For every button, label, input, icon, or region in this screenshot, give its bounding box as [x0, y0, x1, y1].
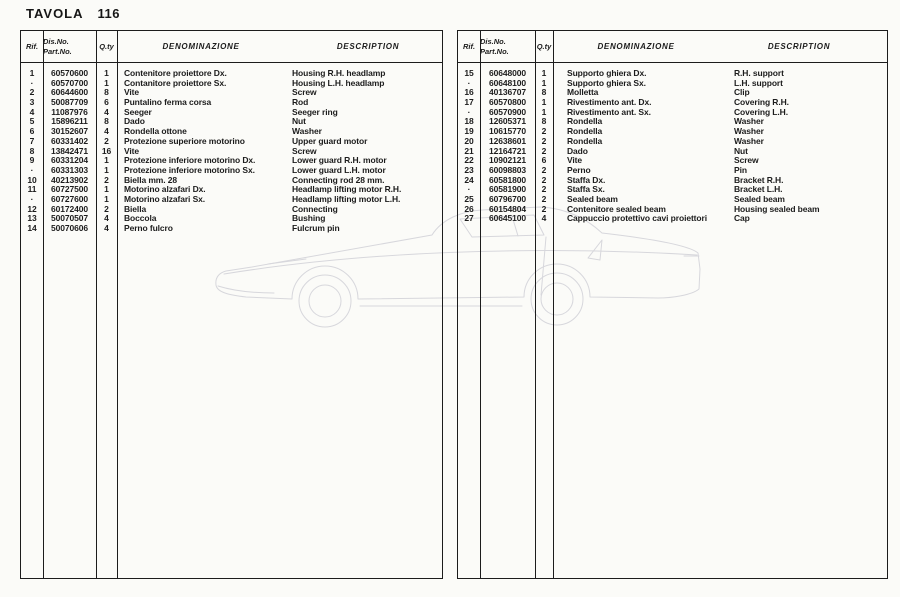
cell-description: Fulcrum pin [292, 223, 340, 233]
cell-description: Screw [292, 87, 317, 98]
cell-description: Nut [292, 116, 306, 127]
cell-denominazione: Seeger [124, 106, 152, 117]
cell-rif: 17 [464, 97, 474, 108]
cell-names [117, 98, 442, 108]
cell-description: Connecting rod 28 mm. [292, 174, 385, 185]
cell-qty: 4 [104, 106, 109, 117]
cell-part-number: 50070606 [50, 223, 89, 233]
cell-part-number: 10615770 [488, 126, 527, 137]
cell-qty: 2 [104, 174, 109, 185]
cell-part-number: 60727600 [50, 193, 89, 204]
cell-description: Screw [292, 145, 317, 156]
cell-description: Lower guard L.H. motor [292, 164, 386, 175]
cell-description: Headlamp lifting motor L.H. [292, 193, 401, 204]
cell-denominazione: Supporto ghiera Dx. [567, 68, 647, 78]
cell-qty: 2 [541, 193, 547, 204]
cell-qty: 8 [104, 116, 109, 127]
cell-denominazione: Rondella [567, 116, 603, 127]
cell-description: Lower guard R.H. motor [292, 155, 387, 166]
cell-qty: 1 [541, 68, 547, 78]
cell-denominazione: Molletta [567, 87, 599, 98]
cell-denominazione: Motorino alzafari Dx. [124, 184, 206, 195]
header-denominazione: DENOMINAZIONE [597, 42, 675, 51]
cell-description: Housing R.H. headlamp [292, 68, 386, 78]
cell-rif: 15 [464, 68, 474, 78]
parts-rows-left [21, 63, 442, 234]
cell-rif: 26 [464, 203, 474, 214]
table-header [458, 31, 887, 63]
cell-description: Upper guard motor [292, 135, 368, 146]
cell-qty: 1 [104, 193, 109, 204]
cell-part-number: 13842471 [50, 145, 89, 156]
cell-qty: 2 [104, 135, 109, 146]
cell-part-number: 11087976 [51, 106, 88, 117]
cell-rif: 18 [464, 116, 474, 127]
cell-description: Screw [734, 155, 759, 166]
cell-denominazione: Staffa Dx. [567, 174, 606, 185]
cell-part-number: 30152607 [50, 126, 89, 137]
cell-rif: 27 [464, 213, 474, 224]
cell-qty: 2 [104, 203, 109, 214]
cell-description: Rod [292, 97, 309, 108]
cell-qty: 2 [541, 174, 547, 185]
cell-names [117, 224, 442, 234]
cell-qty: 4 [541, 213, 547, 224]
cell-denominazione: Rondella ottone [124, 126, 187, 137]
cell-part-number: 60331303 [50, 164, 89, 175]
cell-rif: 13 [27, 213, 37, 224]
cell-names [553, 137, 887, 147]
cell-part-number: 60581900 [488, 184, 527, 195]
cell-qty: 4 [104, 126, 109, 137]
cell-qty: 2 [541, 135, 547, 146]
cell-description: Seeger ring [292, 106, 338, 117]
cell-denominazione: Cappuccio protettivo cavi proiettori [567, 213, 707, 224]
cell-part-number: 15896211 [51, 116, 88, 127]
cell-part-number: 60570900 [488, 106, 527, 117]
cell-qty: 1 [104, 184, 109, 195]
cell-description: L.H. support [734, 77, 783, 88]
cell-qty: 1 [104, 164, 109, 175]
cell-part-number: 12638601 [488, 135, 527, 146]
cell-description: Sealed beam [734, 193, 785, 204]
cell-rif: · [30, 193, 34, 204]
cell-rif: 8 [29, 145, 35, 156]
cell-description: Washer [734, 135, 764, 146]
cell-rif: 10 [27, 174, 37, 185]
parts-table-right [457, 30, 888, 579]
cell-qty: 1 [104, 155, 109, 166]
cell-part-number: 60648100 [488, 77, 527, 88]
header-qty: Q.ty [99, 42, 114, 51]
cell-qty: 1 [541, 106, 547, 117]
cell-denominazione: Rivestimento ant. Sx. [567, 106, 651, 117]
cell-part-number: 12605371 [488, 116, 527, 127]
cell-rif: · [467, 106, 471, 117]
page-title-word: TAVOLA [26, 6, 84, 21]
cell-part-number: 60331204 [50, 155, 89, 166]
cell-description: Pin [734, 164, 747, 175]
cell-denominazione: Puntalino ferma corsa [124, 97, 212, 108]
cell-denominazione: Staffa Sx. [567, 184, 605, 195]
cell-qty: 6 [541, 155, 547, 166]
cell-denominazione: Boccola [124, 213, 157, 224]
cell-denominazione: Dado [124, 116, 145, 127]
cell-denominazione: Protezione inferiore motorino Sx. [124, 164, 255, 175]
cell-description: Housing L.H. headlamp [292, 77, 385, 88]
cell-names [117, 79, 442, 89]
cell-denominazione: Supporto ghiera Sx. [567, 77, 646, 88]
cell-rif: 19 [464, 126, 474, 137]
cell-description: Covering R.H. [734, 97, 789, 108]
cell-rif: 16 [464, 87, 474, 98]
header-description: DESCRIPTION [336, 42, 400, 51]
cell-rif: 6 [29, 126, 35, 137]
header-qty: Q.ty [536, 42, 552, 51]
cell-qty: 8 [541, 87, 547, 98]
cell-denominazione: Perno [567, 164, 591, 175]
page-title [26, 6, 120, 21]
cell-rif: 23 [464, 164, 474, 175]
cell-qty: 1 [104, 77, 109, 88]
header-part-number: Dis.No. Part.No. [43, 37, 72, 56]
cell-qty: 2 [541, 164, 547, 175]
cell-rif: 7 [29, 135, 35, 146]
cell-part-number: 60796700 [488, 193, 527, 204]
cell-denominazione: Rivestimento ant. Dx. [567, 97, 652, 108]
page-title-number: 116 [97, 6, 120, 21]
cell-denominazione: Rondella [567, 126, 603, 137]
cell-denominazione: Vite [567, 155, 583, 166]
cell-part-number: 60645100 [488, 213, 527, 224]
table-row [458, 214, 887, 224]
cell-part-number: 10902121 [488, 155, 527, 166]
table-header [21, 31, 442, 63]
cell-description: Cap [734, 213, 750, 224]
cell-rif: · [467, 184, 471, 195]
cell-part-number: 40136707 [488, 87, 527, 98]
cell-rif: 14 [27, 223, 37, 233]
header-part-number: Dis.No. Part.No. [480, 37, 509, 56]
cell-names [553, 147, 887, 157]
cell-rif: 21 [464, 145, 474, 156]
cell-part-number: 60648000 [488, 68, 527, 78]
cell-description: Headlamp lifting motor R.H. [292, 184, 402, 195]
cell-names [553, 127, 887, 137]
cell-part-number: 60154804 [488, 203, 527, 214]
cell-part-number: 50070507 [50, 213, 89, 224]
cell-description: Bracket R.H. [734, 174, 784, 185]
cell-denominazione: Biella mm. 28 [124, 174, 178, 185]
cell-rif: 11 [27, 184, 37, 195]
cell-names [117, 137, 442, 147]
cell-rif: 3 [29, 97, 35, 108]
cell-rif: 1 [29, 68, 35, 78]
cell-part-number: 60570800 [488, 97, 527, 108]
cell-description: Washer [734, 126, 764, 137]
cell-rif: 25 [464, 193, 474, 204]
cell-denominazione: Rondella [567, 135, 603, 146]
cell-names [553, 79, 887, 89]
parts-rows-right [458, 63, 887, 224]
cell-description: Washer [292, 126, 322, 137]
cell-denominazione: Protezione inferiore motorino Dx. [124, 155, 256, 166]
cell-names [553, 156, 887, 166]
cell-description: Bracket L.H. [734, 184, 783, 195]
cell-denominazione: Sealed beam [567, 193, 618, 204]
cell-names [553, 108, 887, 118]
cell-denominazione: Dado [567, 145, 588, 156]
cell-names [117, 195, 442, 205]
cell-names [553, 117, 887, 127]
cell-denominazione: Vite [124, 145, 140, 156]
header-rif: Rif. [25, 42, 39, 51]
cell-rif: 12 [27, 203, 37, 214]
cell-qty: 1 [541, 97, 547, 108]
cell-qty: 2 [541, 126, 547, 137]
cell-denominazione: Protezione superiore motorino [124, 135, 245, 146]
cell-qty: 2 [541, 203, 547, 214]
cell-part-number: 12164721 [488, 145, 527, 156]
cell-part-number: 60172400 [50, 203, 89, 214]
table-row [21, 224, 442, 234]
cell-rif: · [467, 77, 471, 88]
header-description: DESCRIPTION [767, 42, 831, 51]
cell-description: Nut [734, 145, 748, 156]
cell-description: Bushing [292, 213, 326, 224]
cell-part-number: 40213902 [50, 174, 89, 185]
cell-qty: 8 [104, 87, 109, 98]
cell-qty: 4 [104, 223, 109, 233]
cell-rif: 5 [29, 116, 35, 127]
cell-rif: · [30, 164, 34, 175]
cell-denominazione: Motorino alzafari Sx. [124, 193, 206, 204]
cell-qty: 1 [541, 77, 547, 88]
cell-qty: 6 [104, 97, 109, 108]
cell-qty: 1 [104, 68, 109, 78]
cell-denominazione: Biella [124, 203, 147, 214]
cell-denominazione: Contenitore proiettore Dx. [124, 68, 227, 78]
cell-qty: 4 [104, 213, 109, 224]
cell-rif: 22 [464, 155, 474, 166]
cell-description: R.H. support [734, 68, 784, 78]
cell-part-number: 60727500 [50, 184, 89, 195]
parts-table-left [20, 30, 443, 579]
cell-part-number: 60570700 [50, 77, 89, 88]
cell-qty: 16 [101, 145, 112, 156]
cell-rif: 2 [29, 87, 35, 98]
cell-rif: 20 [464, 135, 474, 146]
cell-names [117, 108, 442, 118]
cell-qty: 8 [541, 116, 547, 127]
cell-denominazione: Contanitore proiettore Sx. [124, 77, 227, 88]
cell-qty: 2 [541, 184, 547, 195]
cell-rif: 24 [464, 174, 474, 185]
cell-part-number: 60644600 [50, 87, 89, 98]
cell-part-number: 60570600 [50, 68, 89, 78]
header-rif: Rif. [462, 42, 476, 51]
cell-part-number: 60098803 [488, 164, 527, 175]
cell-qty: 2 [541, 145, 547, 156]
cell-description: Clip [734, 87, 750, 98]
cell-description: Housing sealed beam [734, 203, 820, 214]
cell-description: Connecting [292, 203, 338, 214]
cell-denominazione: Contenitore sealed beam [567, 203, 666, 214]
cell-denominazione: Perno fulcro [124, 223, 173, 233]
cell-names [117, 205, 442, 215]
header-denominazione: DENOMINAZIONE [162, 42, 240, 51]
cell-part-number: 50087709 [50, 97, 89, 108]
cell-rif: 4 [29, 106, 35, 117]
cell-denominazione: Vite [124, 87, 140, 98]
cell-names [553, 214, 887, 224]
cell-part-number: 60331402 [50, 135, 89, 146]
cell-rif: 9 [29, 155, 35, 166]
cell-rif: · [30, 77, 34, 88]
cell-description: Washer [734, 116, 764, 127]
cell-part-number: 60581800 [488, 174, 527, 185]
cell-description: Covering L.H. [734, 106, 788, 117]
